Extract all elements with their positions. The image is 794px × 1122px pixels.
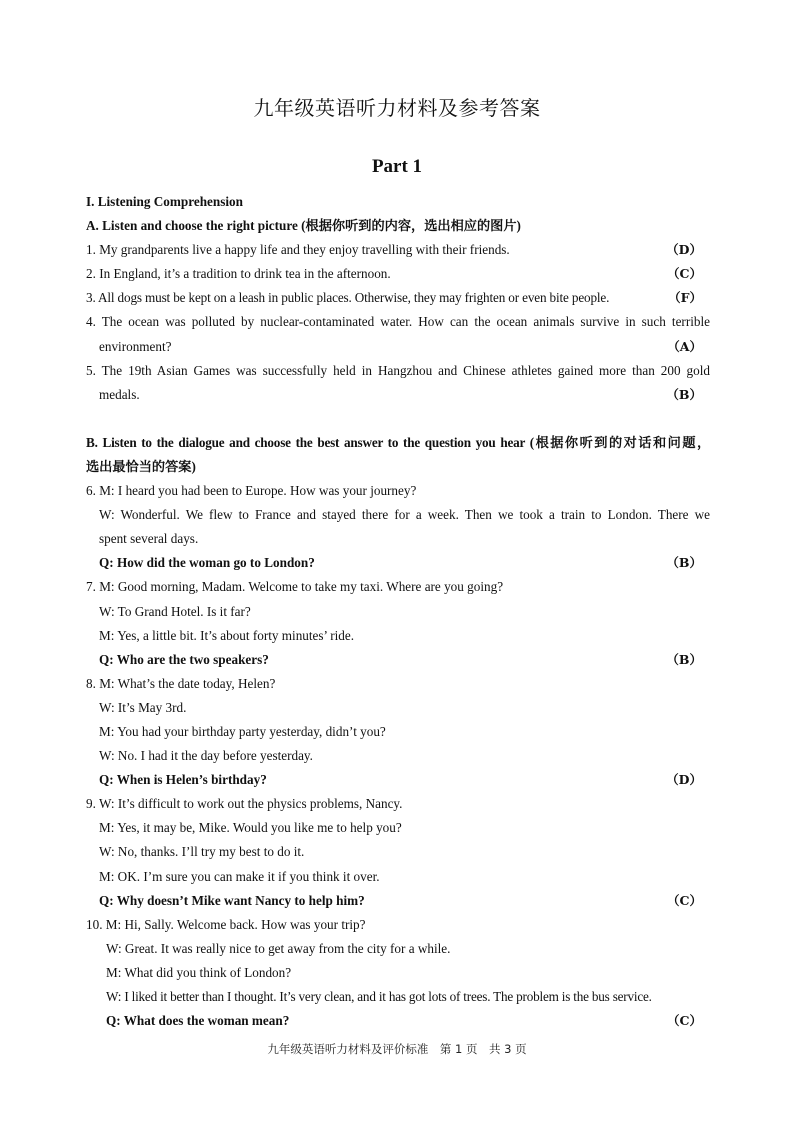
- dialogue-8-line-2: W: It’s May 3rd.: [99, 699, 187, 715]
- item-4: 4. The ocean was polluted by nuclear-contaminated water. How can the ocean animals survive in such terrible: [86, 314, 710, 330]
- question-text: Q: How did the woman go to London?: [99, 555, 315, 571]
- item-5-continued: [86, 383, 710, 407]
- question-7: [86, 648, 710, 672]
- dialogue-8-line-4: W: No. I had it the day before yesterday.: [99, 748, 313, 764]
- item-2: [86, 262, 710, 286]
- answer: （B）: [666, 386, 702, 402]
- item-1: [86, 238, 710, 262]
- dialogue-6-line-1: 6. M: I heard you had been to Europe. How was your journey?: [86, 483, 417, 499]
- item-text: medals.: [99, 386, 140, 402]
- dialogue-9-line-2: M: Yes, it may be, Mike. Would you like me to help you?: [99, 820, 402, 836]
- dialogue-9-line-3: W: No, thanks. I’ll try my best to do it.: [99, 844, 305, 860]
- item-text: 3. All dogs must be kept on a leash in public places. Otherwise, they may frighten or even bite people.: [86, 290, 610, 306]
- document-title: 九年级英语听力材料及参考答案: [253, 96, 541, 120]
- dialogue-10-line-4: W: I liked it better than I thought. It’s very clean, and it has got lots of trees. The problem is the bus service.: [106, 989, 652, 1004]
- question-9: [86, 889, 710, 913]
- answer: （C）: [667, 892, 702, 908]
- dialogue-7-line-3: M: Yes, a little bit. It’s about forty minutes’ ride.: [99, 627, 355, 643]
- dialogue-7-line-2: W: To Grand Hotel. Is it far?: [99, 603, 251, 619]
- dialogue-10-line-2: W: Great. It was really nice to get away from the city for a while.: [106, 940, 451, 956]
- document-content: [86, 190, 710, 1033]
- section-a-heading: A. Listen and choose the right picture (根据你听到的内容，选出相应的图片): [86, 218, 521, 234]
- item-4-continued: [86, 335, 710, 359]
- answer: （C）: [667, 266, 702, 282]
- question-text: Q: When is Helen’s birthday?: [99, 772, 267, 788]
- item-3: [86, 286, 710, 310]
- part-title: Part 1: [371, 156, 423, 177]
- page-footer: 九年级英语听力材料及评价标准 第 1 页 共 3 页: [267, 1042, 527, 1056]
- item-text: 1. My grandparents live a happy life and they enjoy travelling with their friends.: [86, 242, 510, 258]
- dialogue-8-line-1: 8. M: What’s the date today, Helen?: [86, 675, 276, 691]
- answer: （B）: [666, 555, 702, 571]
- answer: （F）: [668, 290, 702, 306]
- answer: （C）: [667, 1013, 702, 1029]
- question-10: [86, 1009, 710, 1033]
- answer: （B）: [666, 651, 702, 667]
- question-text: Q: Why doesn’t Mike want Nancy to help him?: [99, 892, 365, 908]
- item-text: 2. In England, it’s a tradition to drink tea in the afternoon.: [86, 266, 391, 282]
- spacer: [86, 407, 710, 431]
- item-text: environment?: [99, 338, 172, 354]
- question-text: Q: Who are the two speakers?: [99, 651, 269, 667]
- dialogue-9-line-4: M: OK. I’m sure you can make it if you think it over.: [99, 868, 380, 884]
- dialogue-10-line-1: 10. M: Hi, Sally. Welcome back. How was your trip?: [86, 916, 366, 932]
- item-5: 5. The 19th Asian Games was successfully held in Hangzhou and Chinese athletes gained more than 200 gold: [86, 362, 710, 378]
- dialogue-6-line-3: spent several days.: [99, 531, 199, 547]
- question-8: [86, 768, 710, 792]
- section-b-heading: B. Listen to the dialogue and choose the best answer to the question you hear (根据你听到的对话和问题，: [86, 434, 710, 450]
- dialogue-7-line-1: 7. M: Good morning, Madam. Welcome to take my taxi. Where are you going?: [86, 579, 504, 595]
- answer: （A）: [667, 338, 702, 354]
- dialogue-10-line-3: M: What did you think of London?: [106, 964, 292, 980]
- section-heading: I. Listening Comprehension: [86, 194, 243, 209]
- answer: （D）: [666, 242, 702, 258]
- dialogue-8-line-3: M: You had your birthday party yesterday, didn’t you?: [99, 723, 386, 739]
- question-text: Q: What does the woman mean?: [106, 1013, 290, 1029]
- answer: （D）: [666, 772, 702, 788]
- dialogue-9-line-1: 9. W: It’s difficult to work out the physics problems, Nancy.: [86, 796, 403, 812]
- question-6: [86, 551, 710, 575]
- dialogue-6-line-2: W: Wonderful. We flew to France and stayed there for a week. Then we took a train to London. There we: [99, 507, 710, 523]
- section-b-heading-continued: 选出最恰当的答案): [86, 458, 196, 474]
